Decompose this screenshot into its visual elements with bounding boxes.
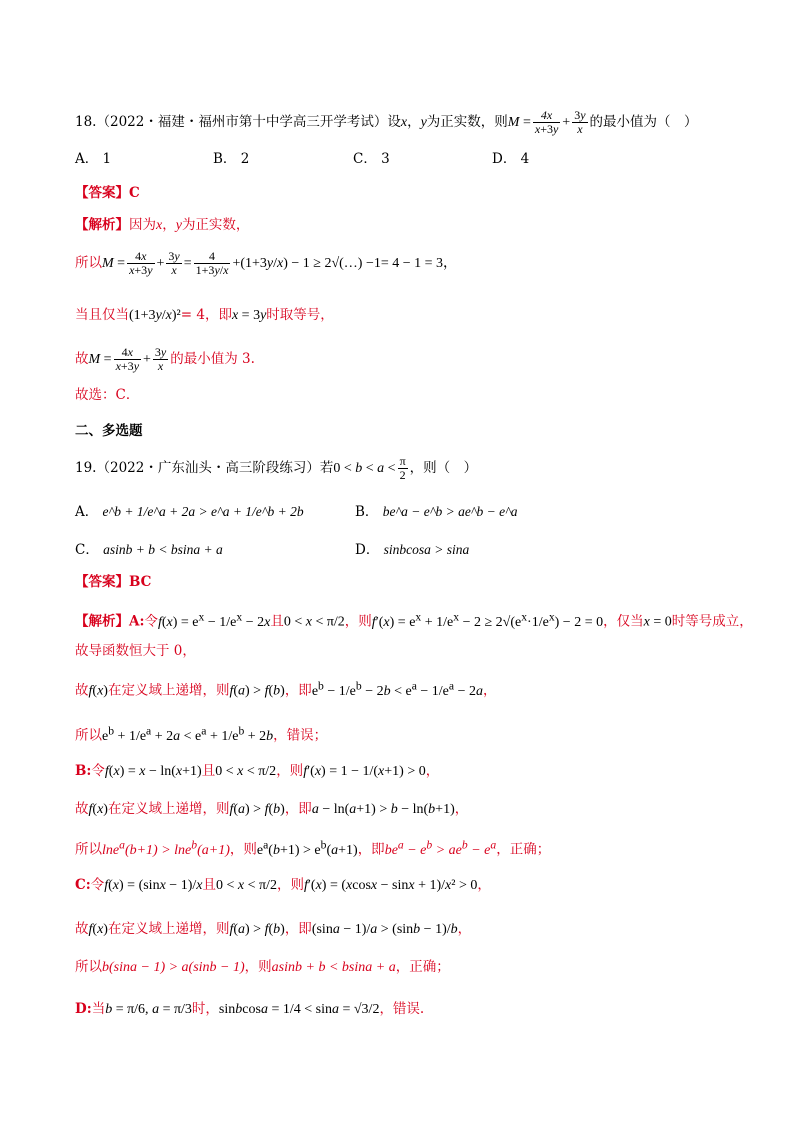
q19-analysis-b2: 故f(x)在定义域上递增，则f(a) > f(b)，即a − ln(a+1) > b − ln(b+1)， — [75, 801, 469, 817]
q19-answer: 【答案】BC — [75, 574, 152, 590]
q18-option-a: A． 1 — [75, 151, 112, 167]
q19-option-c: C． asinb + b < bsina + a — [75, 542, 223, 558]
q18-option-c: C． 3 — [353, 151, 390, 167]
q19-analysis-d1: D:当b = π/6, a = π/3时，sinbcosa = 1/4 < sina = √3/2，错误. — [75, 1001, 425, 1017]
q19-analysis-a4: 所以$e^b + 1/e^a + 2a < e^a + 1/e^b + 2b$，错误； — [75, 724, 328, 744]
section-title: 二、多选题 — [75, 423, 143, 439]
q19-analysis-a3: 故f(x)在定义域上递增，则f(a) > f(b)，即$e^b - 1/e^b - 2b < e^a - 1/e^a - 2a$， — [75, 679, 497, 699]
q19-option-a: A． e^b + 1/e^a + 2a > e^a + 1/e^b + 2b — [75, 504, 304, 520]
q19-option-d: D． sinbcosa > sina — [355, 542, 470, 558]
q19-analysis-a1: 【解析】A:令$f(x) = e^x - 1/e^x - 2x$且0 < x < π/2，则$f'(x) = e^x + 1/e^x - 2 \ge 2√(e^x\cdot 1/e^x) - 2 = 0$，仅当x = 0时等号成立， — [75, 610, 753, 630]
q19-option-b: B． be^a − e^b > ae^b − e^a — [355, 504, 518, 520]
q19-analysis-b1: B:令f(x) = x − ln(x+1)且0 < x < π/2，则f′(x) = 1 − 1/(x+1) > 0， — [75, 763, 440, 779]
q18-analysis-3: 当且仅当(1+3y/x)²= 4，即x = 3y时取等号， — [75, 307, 334, 323]
q18-option-d: D． 4 — [492, 151, 530, 167]
q18-analysis-1: 【解析】因为x，y为正实数， — [75, 217, 250, 233]
q18-analysis-2: 所以M = $\frac{4x}{x+3y}$ + $\frac{3y}{x}$ = $\frac{4}{1+3y/x}$ +(1+3y/x) − 1 ≥ 2√(…) −1= 4 − 1 = 3， — [75, 249, 458, 277]
q18-choose: 故选：C． — [75, 387, 140, 403]
q19-analysis-a2: 故导函数恒大于 0， — [75, 643, 196, 659]
q18-stem: 18.（2022・福建・福州市第十中学高三开学考试）设x，y为正实数，则M = $\frac{4x}{x+3y}$ + $\frac{3y}{x}$ 的最小值为（ ） — [75, 108, 698, 136]
q19-analysis-b3: 所以lne$^a$(b+1) > lne$^b$(a+1)，则$e^a(b+1) > e^b(a+1)$，即$be^a - e^b > ae^b - e^a$，正确； — [75, 838, 551, 858]
q19-stem: 19.（2022・广东汕头・高三阶段练习）若0 < b < a < $\frac{\pi}{2}$ ，则（ ） — [75, 454, 478, 482]
q19-analysis-c2: 故f(x)在定义域上递增，则f(a) > f(b)，即(sina − 1)/a > (sinb − 1)/b， — [75, 921, 472, 937]
q19-analysis-c1: C:令f(x) = (sinx − 1)/x且0 < x < π/2，则f′(x) = (xcosx − sinx + 1)/x² > 0， — [75, 877, 491, 893]
q18-answer: 【答案】C — [75, 185, 140, 201]
q18-option-b: B． 2 — [213, 151, 250, 167]
q18-analysis-4: 故M = $\frac{4x}{x+3y}$ + $\frac{3y}{x}$ 的最小值为 3. — [75, 345, 255, 373]
q19-analysis-c3: 所以b(sina − 1) > a(sinb − 1)，则asinb + b < bsina + a，正确； — [75, 959, 450, 975]
